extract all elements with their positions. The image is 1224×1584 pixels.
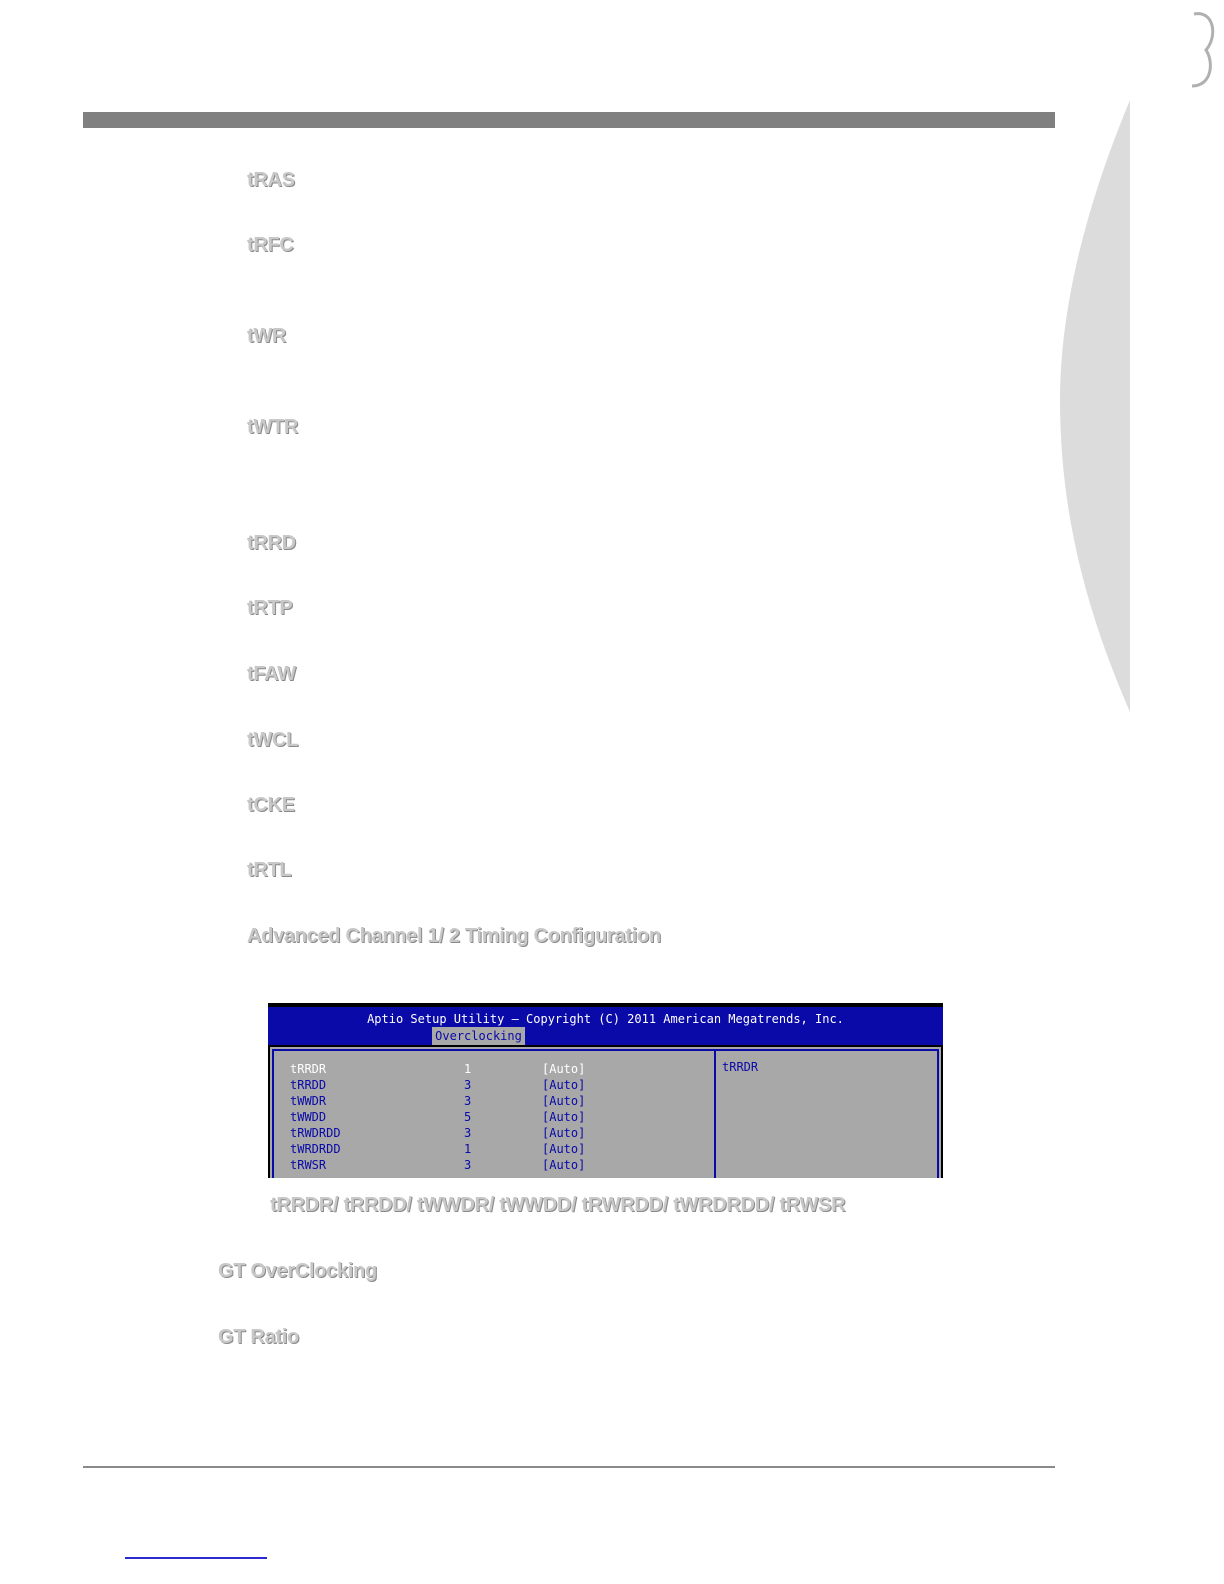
setting-row-trwdrdd[interactable] bbox=[274, 1125, 718, 1141]
setting-option[interactable]: [Auto] bbox=[542, 1142, 586, 1156]
tab-overclocking[interactable]: Overclocking bbox=[432, 1027, 525, 1045]
setting-option[interactable]: [Auto] bbox=[542, 1126, 586, 1140]
setting-current-value: 3 bbox=[464, 1158, 472, 1172]
heading-twcl: tWCL bbox=[247, 729, 298, 751]
header-bar bbox=[83, 112, 1055, 128]
heading-trtl: tRTL bbox=[247, 859, 292, 881]
setting-current-value: 3 bbox=[464, 1078, 472, 1092]
footer-link-underline bbox=[125, 1557, 267, 1559]
footer-rule bbox=[83, 1466, 1055, 1468]
heading-twr: tWR bbox=[247, 325, 287, 347]
setting-row-trrdd[interactable] bbox=[274, 1077, 718, 1093]
bios-title: Aptio Setup Utility – Copyright (C) 2011 American Megatrends, Inc. bbox=[367, 1012, 844, 1026]
page-number-watermark bbox=[1184, 6, 1222, 92]
setting-current-value: 1 bbox=[464, 1142, 472, 1156]
bios-body bbox=[270, 1047, 941, 1178]
setting-option[interactable]: [Auto] bbox=[542, 1078, 586, 1092]
heading-advanced-channel-timing: Advanced Channel 1/ 2 Timing Configuration bbox=[247, 925, 661, 947]
setting-current-value: 1 bbox=[464, 1062, 472, 1076]
setting-row-trwsr[interactable] bbox=[274, 1157, 718, 1173]
heading-gt-ratio: GT Ratio bbox=[218, 1326, 299, 1348]
setting-name: tWRDRDD bbox=[290, 1142, 341, 1156]
setting-name: tWWDR bbox=[290, 1094, 327, 1108]
heading-tcke: tCKE bbox=[247, 794, 295, 816]
setting-name: tRWSR bbox=[290, 1158, 327, 1172]
bios-header bbox=[268, 1007, 943, 1045]
bios-help-text: tRRDR bbox=[722, 1060, 759, 1074]
chapter-side-tab bbox=[1060, 100, 1130, 712]
setting-current-value: 3 bbox=[464, 1126, 472, 1140]
setting-name: tRRDD bbox=[290, 1078, 327, 1092]
heading-trrd: tRRD bbox=[247, 532, 296, 554]
bios-help-panel bbox=[716, 1049, 939, 1178]
heading-twtr: tWTR bbox=[247, 416, 298, 438]
setting-option[interactable]: [Auto] bbox=[542, 1094, 586, 1108]
caption-timing-list: tRRDR/ tRRDD/ tWWDR/ tWWDD/ tRWRDD/ tWRDRDD/ tRWSR bbox=[270, 1194, 846, 1216]
setting-option[interactable]: [Auto] bbox=[542, 1158, 586, 1172]
setting-name: tWWDD bbox=[290, 1110, 327, 1124]
heading-trtp: tRTP bbox=[247, 597, 293, 619]
heading-gt-overclocking: GT OverClocking bbox=[218, 1260, 377, 1282]
bios-settings-panel bbox=[272, 1049, 716, 1178]
setting-name: tRWDRDD bbox=[290, 1126, 341, 1140]
setting-current-value: 3 bbox=[464, 1094, 472, 1108]
setting-row-twrdrdd[interactable] bbox=[274, 1141, 718, 1157]
setting-row-trrdr[interactable] bbox=[274, 1061, 718, 1077]
heading-tfaw: tFAW bbox=[247, 663, 296, 685]
heading-trfc: tRFC bbox=[247, 234, 294, 256]
setting-row-twwdr[interactable] bbox=[274, 1093, 718, 1109]
setting-current-value: 5 bbox=[464, 1110, 472, 1124]
heading-tras: tRAS bbox=[247, 169, 295, 191]
bios-screenshot bbox=[268, 1003, 943, 1178]
setting-row-twwdd[interactable] bbox=[274, 1109, 718, 1125]
setting-option[interactable]: [Auto] bbox=[542, 1110, 586, 1124]
setting-option[interactable]: [Auto] bbox=[542, 1062, 586, 1076]
setting-name: tRRDR bbox=[290, 1062, 327, 1076]
